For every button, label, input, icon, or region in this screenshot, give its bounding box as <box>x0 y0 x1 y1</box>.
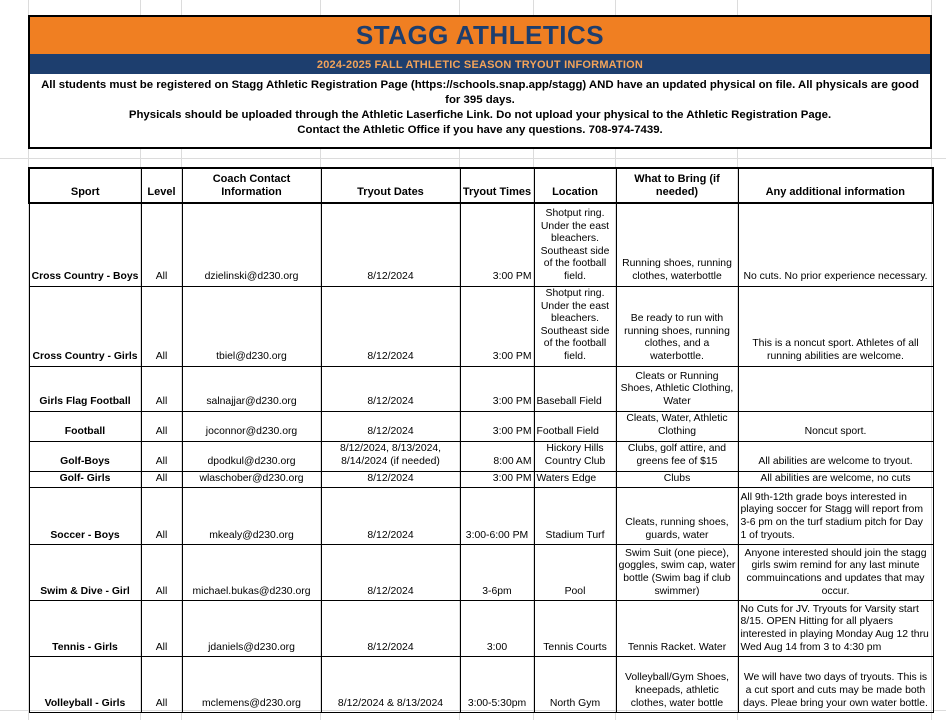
sport-cell: Cross Country - Boys <box>29 203 141 286</box>
level-cell: All <box>141 545 182 601</box>
header-box <box>28 15 932 149</box>
tryout-dates-cell: 8/12/2024 <box>321 203 460 286</box>
bring-cell: Swim Suit (one piece), goggles, swim cap, water bottle (Swim bag if club swimmer) <box>616 545 738 601</box>
info-cell: All 9th-12th grade boys interested in playing soccer for Stagg will report from 3-6 pm on the turf stadium pitch for Day 1 of tryouts. <box>738 488 933 545</box>
table-row <box>29 441 933 471</box>
level-cell: All <box>141 411 182 441</box>
tryout-dates-cell: 8/12/2024 <box>321 545 460 601</box>
bring-cell: Cleats, Water, Athletic Clothing <box>616 411 738 441</box>
tryout-time-cell: 3:00 <box>460 601 534 657</box>
info-cell: We will have two days of tryouts. This is a cut sport and cuts may be made both days. Pleae bring your own water bottle. <box>738 657 933 713</box>
tryout-dates-cell: 8/12/2024 <box>321 286 460 366</box>
column-header-bring: What to Bring (if needed) <box>616 168 738 203</box>
bring-cell: Cleats, running shoes, guards, water <box>616 488 738 545</box>
info-cell: This is a noncut sport. Athletes of all running abilities are welcome. <box>738 286 933 366</box>
location-cell: Shotput ring. Under the east bleachers. Southeast side of the football field. <box>534 203 616 286</box>
tryout-table <box>28 167 934 713</box>
tryout-dates-cell: 8/12/2024 <box>321 488 460 545</box>
info-cell: Noncut sport. <box>738 411 933 441</box>
page-subtitle: 2024-2025 FALL ATHLETIC SEASON TRYOUT INFORMATION <box>316 59 644 71</box>
column-header-times: Tryout Times <box>460 168 534 203</box>
tryout-dates-cell: 8/12/2024 <box>321 366 460 411</box>
level-cell: All <box>141 203 182 286</box>
bring-cell: Clubs <box>616 471 738 488</box>
tryout-dates-cell: 8/12/2024 & 8/13/2024 <box>321 657 460 713</box>
info-cell <box>738 366 933 411</box>
coach-email-cell: wlaschober@d230.org <box>182 471 321 488</box>
table-row <box>29 545 933 601</box>
table-row <box>29 203 933 286</box>
column-header-sport: Sport <box>29 168 141 203</box>
location-cell: Tennis Courts <box>534 601 616 657</box>
tryout-time-cell: 3:00 PM <box>460 411 534 441</box>
location-cell: Pool <box>534 545 616 601</box>
table-row <box>29 601 933 657</box>
tryout-time-cell: 3:00-6:00 PM <box>460 488 534 545</box>
location-cell: Baseball Field <box>534 366 616 411</box>
tryout-time-cell: 3:00-5:30pm <box>460 657 534 713</box>
column-header-location: Location <box>534 168 616 203</box>
sport-cell: Volleyball - Girls <box>29 657 141 713</box>
bring-cell: Running shoes, running clothes, waterbottle <box>616 203 738 286</box>
notice-contact: Contact the Athletic Office if you have any questions. 708-974-7439. <box>297 124 663 136</box>
level-cell: All <box>141 601 182 657</box>
info-cell: All abilities are welcome, no cuts <box>738 471 933 488</box>
tryout-dates-cell: 8/12/2024, 8/13/2024, 8/14/2024 (if needed) <box>321 441 460 471</box>
location-cell: Hickory Hills Country Club <box>534 441 616 471</box>
bring-cell: Clubs, golf attire, and greens fee of $15 <box>616 441 738 471</box>
bring-cell: Cleats or Running Shoes, Athletic Clothing, Water <box>616 366 738 411</box>
column-header-level: Level <box>141 168 182 203</box>
tryout-dates-cell: 8/12/2024 <box>321 411 460 441</box>
coach-email-cell: michael.bukas@d230.org <box>182 545 321 601</box>
level-cell: All <box>141 657 182 713</box>
coach-email-cell: joconnor@d230.org <box>182 411 321 441</box>
table-header-row <box>29 168 933 203</box>
notice-block <box>30 74 930 138</box>
coach-email-cell: mclemens@d230.org <box>182 657 321 713</box>
tryout-time-cell: 3:00 PM <box>460 286 534 366</box>
table-row <box>29 286 933 366</box>
tryout-dates-cell: 8/12/2024 <box>321 601 460 657</box>
location-cell: Waters Edge <box>534 471 616 488</box>
tryout-time-cell: 3:00 PM <box>460 203 534 286</box>
coach-email-cell: salnajjar@d230.org <box>182 366 321 411</box>
level-cell: All <box>141 366 182 411</box>
notice-physicals: Physicals should be uploaded through the Athletic Laserfiche Link. Do not upload your physical to the Athletic Registration Page. <box>128 109 832 121</box>
column-header-dates: Tryout Dates <box>321 168 460 203</box>
coach-email-cell: mkealy@d230.org <box>182 488 321 545</box>
bring-cell: Tennis Racket. Water <box>616 601 738 657</box>
tryout-dates-cell: 8/12/2024 <box>321 471 460 488</box>
level-cell: All <box>141 471 182 488</box>
coach-email-cell: dzielinski@d230.org <box>182 203 321 286</box>
column-header-coach: Coach Contact Information <box>182 168 321 203</box>
coach-email-cell: jdaniels@d230.org <box>182 601 321 657</box>
tryout-time-cell: 3-6pm <box>460 545 534 601</box>
info-cell: Anyone interested should join the stagg girls swim remind for any last minute commuincations and updates that may occur. <box>738 545 933 601</box>
tryout-time-cell: 3:00 PM <box>460 471 534 488</box>
info-cell: All abilities are welcome to tryout. <box>738 441 933 471</box>
location-cell: Shotput ring. Under the east bleachers. Southeast side of the football field. <box>534 286 616 366</box>
table-row <box>29 471 933 488</box>
info-cell: No Cuts for JV. Tryouts for Varsity start 8/15. OPEN Hitting for all plyaers interested in playing Monday Aug 12 thru Wed Aug 14 from 3 to 4:30 pm <box>738 601 933 657</box>
sport-cell: Football <box>29 411 141 441</box>
sport-cell: Tennis - Girls <box>29 601 141 657</box>
level-cell: All <box>141 286 182 366</box>
table-row <box>29 657 933 713</box>
level-cell: All <box>141 488 182 545</box>
info-cell: No cuts. No prior experience necessary. <box>738 203 933 286</box>
page-title: STAGG ATHLETICS <box>355 20 605 50</box>
bring-cell: Be ready to run with running shoes, running clothes, and a waterbottle. <box>616 286 738 366</box>
sport-cell: Soccer - Boys <box>29 488 141 545</box>
coach-email-cell: tbiel@d230.org <box>182 286 321 366</box>
location-cell: North Gym <box>534 657 616 713</box>
tryout-time-cell: 8:00 AM <box>460 441 534 471</box>
sport-cell: Golf-Boys <box>29 441 141 471</box>
tryout-time-cell: 3:00 PM <box>460 366 534 411</box>
sport-cell: Golf- Girls <box>29 471 141 488</box>
table-row <box>29 488 933 545</box>
location-cell: Stadium Turf <box>534 488 616 545</box>
coach-email-cell: dpodkul@d230.org <box>182 441 321 471</box>
column-header-info: Any additional information <box>738 168 933 203</box>
sport-cell: Girls Flag Football <box>29 366 141 411</box>
table-row <box>29 366 933 411</box>
sport-cell: Cross Country - Girls <box>29 286 141 366</box>
gridline <box>0 158 946 159</box>
table-row <box>29 411 933 441</box>
notice-registration: All students must be registered on Stagg Athletic Registration Page (https://schools.snap.app/stagg) AND have an updated physical on file. All physicals are good for 395 days. <box>41 79 919 106</box>
level-cell: All <box>141 441 182 471</box>
sport-cell: Swim & Dive - Girl <box>29 545 141 601</box>
bring-cell: Volleyball/Gym Shoes, kneepads, athletic clothes, water bottle <box>616 657 738 713</box>
location-cell: Football Field <box>534 411 616 441</box>
title-bar <box>30 17 930 56</box>
subtitle-bar <box>30 56 930 74</box>
